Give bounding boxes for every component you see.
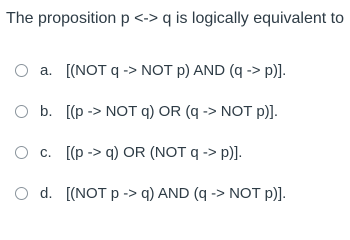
option-text: [(NOT q -> NOT p) AND (q -> p)]. bbox=[66, 62, 287, 79]
option-text: [(NOT p -> q) AND (q -> NOT p)]. bbox=[66, 185, 287, 202]
radio-button-d[interactable] bbox=[15, 187, 28, 200]
option-letter: d. bbox=[40, 185, 53, 202]
option-a[interactable] bbox=[15, 50, 350, 91]
option-c[interactable] bbox=[15, 132, 350, 173]
option-text: [(p -> q) OR (NOT q -> p)]. bbox=[66, 144, 243, 161]
option-d[interactable] bbox=[15, 173, 350, 214]
question-text: The proposition p <-> q is logically equivalent to bbox=[6, 10, 344, 27]
answer-options bbox=[15, 50, 350, 214]
option-b[interactable] bbox=[15, 91, 350, 132]
option-text: [(p -> NOT q) OR (q -> NOT p)]. bbox=[66, 103, 278, 120]
radio-button-c[interactable] bbox=[15, 146, 28, 159]
radio-button-b[interactable] bbox=[15, 105, 28, 118]
option-letter: b. bbox=[40, 103, 53, 120]
option-letter: c. bbox=[40, 144, 52, 161]
radio-button-a[interactable] bbox=[15, 64, 28, 77]
option-letter: a. bbox=[40, 62, 53, 79]
